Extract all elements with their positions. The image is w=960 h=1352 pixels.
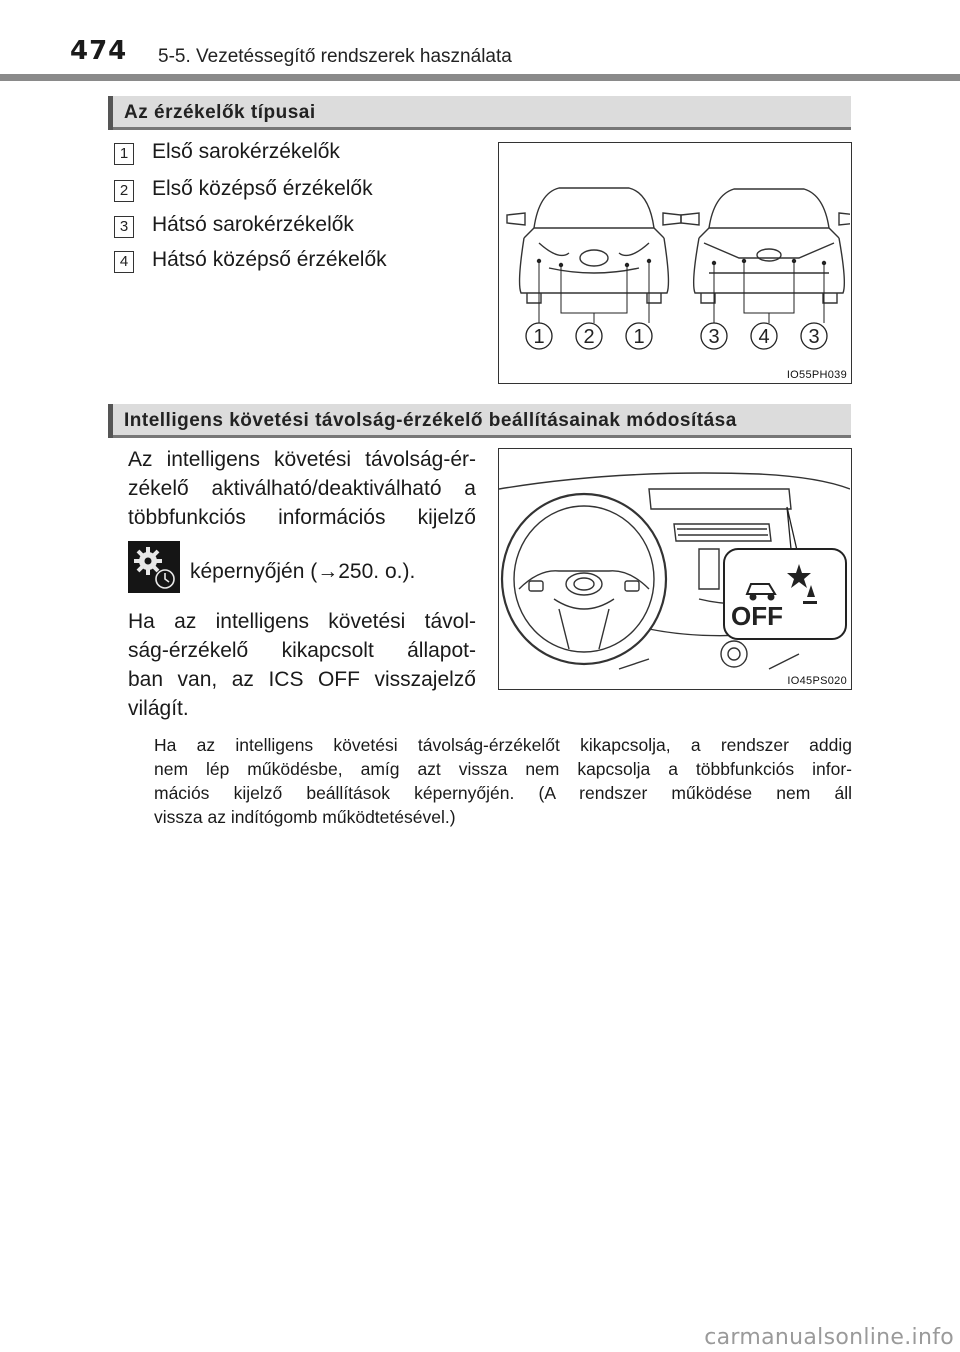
callout-label: 1 (633, 326, 645, 348)
item-label: Hátsó sarokérzékelők (152, 213, 354, 236)
section-title: Az érzékelők típusai (124, 102, 316, 123)
dashboard-illustration (499, 449, 850, 688)
section-heading-sensor-types (108, 96, 851, 130)
body-text-line: ság-érzékelő kikapcsolt állapot- (128, 639, 476, 662)
callout-label: 3 (708, 326, 720, 348)
item-number: 1 (114, 143, 134, 165)
settings-gear-icon (128, 541, 180, 593)
section-heading-ics-settings (108, 404, 851, 438)
sensor-locations-figure (498, 142, 852, 384)
body-text-line: zékelő aktiválható/deaktiválható a (128, 477, 476, 500)
ics-off-indicator-text: OFF (731, 601, 783, 631)
callout-label: 1 (533, 326, 545, 348)
page-number: 474 (70, 36, 128, 66)
item-number: 4 (114, 251, 134, 273)
watermark: carmanualsonline.info (704, 1325, 954, 1350)
callout-label: 2 (583, 326, 595, 348)
item-number: 3 (114, 216, 134, 238)
body-text-line: képernyőjén (→250. o.). (190, 560, 416, 583)
ics-off-indicator-figure (498, 448, 852, 690)
car-sensors-illustration (499, 143, 850, 382)
section-title: Intelligens követési távolság-érzékelő beállításainak módosítása (124, 410, 737, 431)
note-text-line: Ha az intelligens követési távolság-érzékelőt kikapcsolja, a rendszer addig (154, 735, 852, 755)
header-rule (0, 74, 960, 81)
body-text-line: világít. (128, 697, 189, 720)
body-text-line: Ha az intelligens követési távol- (128, 610, 476, 633)
callout-label: 4 (758, 326, 770, 348)
item-label: Első sarokérzékelők (152, 140, 340, 163)
item-label: Első középső érzékelők (152, 177, 373, 200)
item-number: 2 (114, 180, 134, 202)
body-text-line: többfunkciós információs kijelző (128, 506, 476, 529)
body-text-line: Az intelligens követési távolság-ér- (128, 448, 476, 471)
callout-label: 3 (808, 326, 820, 348)
note-text-line: vissza az indítógomb működtetésével.) (154, 807, 456, 827)
body-text-line: ban van, az ICS OFF visszajelző (128, 668, 476, 691)
figure-code: IO45PS020 (787, 675, 847, 687)
note-text-line: mációs kijelző beállítások képernyőjén. (A rendszer működése nem áll (154, 783, 852, 803)
figure-code: IO55PH039 (786, 369, 847, 381)
item-label: Hátsó középső érzékelők (152, 248, 387, 271)
note-text-line: nem lép működésbe, amíg azt vissza nem kapcsolja a többfunkciós infor- (154, 759, 852, 779)
chapter-title: 5-5. Vezetéssegítő rendszerek használata (158, 46, 512, 67)
